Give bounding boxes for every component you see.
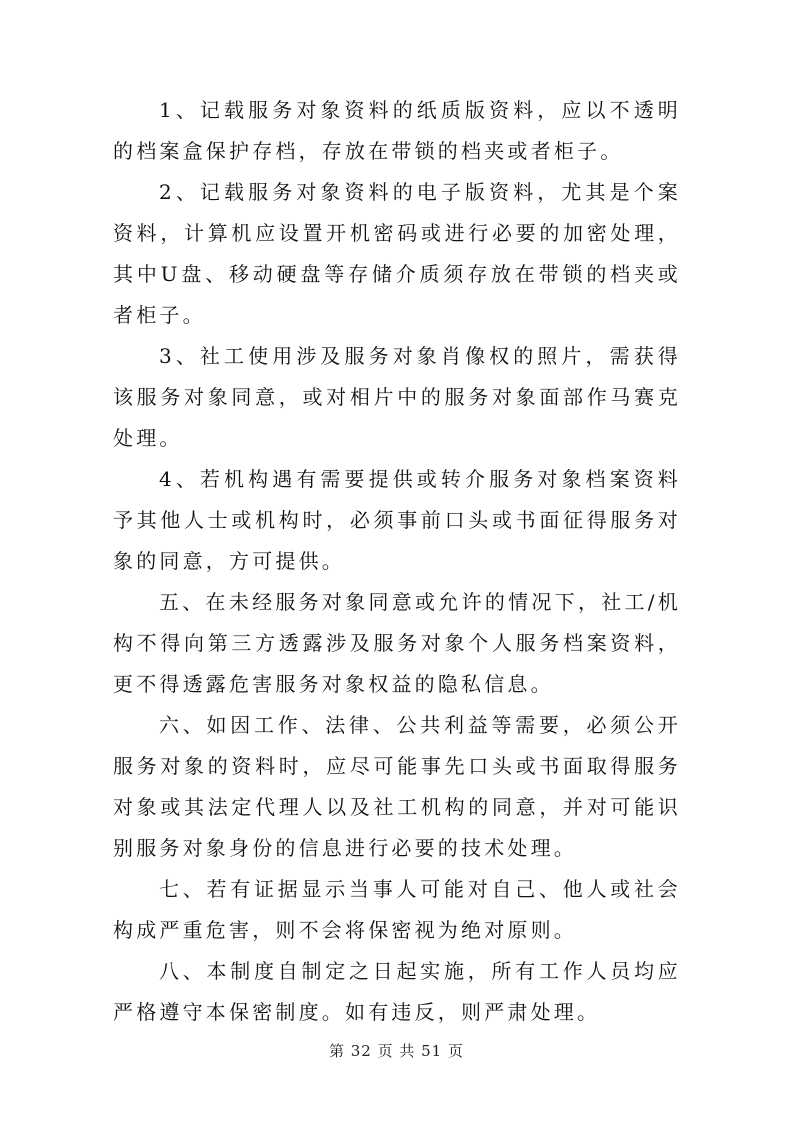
paragraph-item-1: 1、记载服务对象资料的纸质版资料，应以不透明的档案盒保护存档，存放在带锁的档夹或者柜子。	[113, 98, 681, 163]
page-footer	[0, 1040, 793, 1061]
paragraph-item-3: 3、社工使用涉及服务对象肖像权的照片，需获得该服务对象同意，或对相片中的服务对象面部作马赛克处理。	[113, 344, 681, 450]
document-body	[113, 90, 681, 1033]
paragraph-item-5: 五、在未经服务对象同意或允许的情况下，社工/机构不得向第三方透露涉及服务对象个人服务档案资料，更不得透露危害服务对象权益的隐私信息。	[113, 590, 681, 696]
paragraph-item-6: 六、如因工作、法律、公共利益等需要，必须公开服务对象的资料时，应尽可能事先口头或书面取得服务对象或其法定代理人以及社工机构的同意，并对可能识别服务对象身份的信息进行必要的技术处理。	[113, 713, 681, 860]
paragraph-item-2: 2、记载服务对象资料的电子版资料，尤其是个案资料，计算机应设置开机密码或进行必要的加密处理，其中U盘、移动硬盘等存储介质须存放在带锁的档夹或者柜子。	[113, 180, 681, 327]
page-number-label: 第 32 页 共 51 页	[328, 1042, 464, 1060]
paragraph-item-7: 七、若有证据显示当事人可能对自己、他人或社会构成严重危害，则不会将保密视为绝对原则。	[113, 877, 681, 942]
paragraph-item-4: 4、若机构遇有需要提供或转介服务对象档案资料予其他人士或机构时，必须事前口头或书面征得服务对象的同意，方可提供。	[113, 467, 681, 573]
paragraph-item-8: 八、本制度自制定之日起实施，所有工作人员均应严格遵守本保密制度。如有违反，则严肃处理。	[113, 959, 681, 1024]
